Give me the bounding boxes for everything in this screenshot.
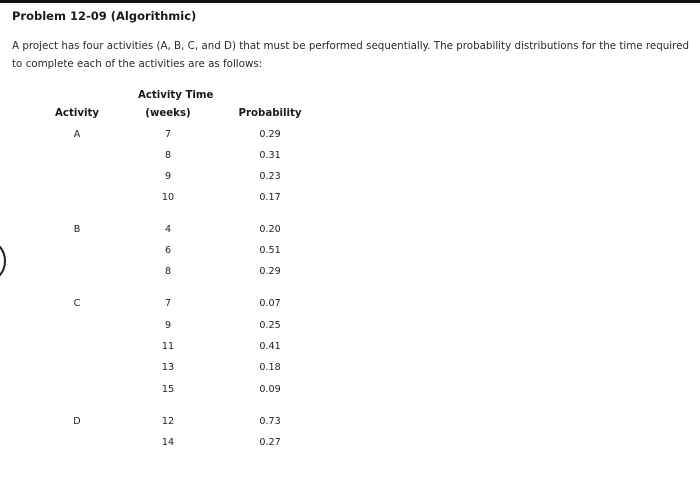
time-cell: 11 [161,341,175,352]
time-cell: 7 [164,298,172,309]
time-cell: 9 [164,171,172,182]
problem-title: Problem 12-09 (Algorithmic) [12,9,197,23]
activity-label-a: A [73,129,81,140]
top-border [0,0,700,3]
time-cell: 15 [161,384,175,395]
probability-cell: 0.41 [259,341,281,352]
header-weeks: (weeks) [145,108,191,119]
time-cell: 14 [161,437,175,448]
probability-cell: 0.73 [259,416,281,427]
intro-line-1: A project has four activities (A, B, C, and D) that must be performed sequentially. The probability distributions for the time required [12,40,690,52]
probability-cell: 0.23 [259,171,281,182]
time-cell: 13 [161,362,175,373]
probability-cell: 0.29 [259,266,281,277]
probability-cell: 0.07 [259,298,281,309]
activity-label-c: C [73,298,81,309]
probability-cell: 0.09 [259,384,281,395]
probability-cell: 0.51 [259,245,281,256]
probability-cell: 0.18 [259,362,281,373]
activity-label-b: B [73,224,81,235]
side-circle-button[interactable] [0,238,6,284]
activity-label-d: D [73,416,81,427]
time-cell: 8 [164,266,172,277]
time-cell: 10 [161,192,175,203]
time-cell: 4 [164,224,172,235]
time-cell: 8 [164,150,172,161]
probability-cell: 0.27 [259,437,281,448]
header-probability: Probability [238,108,302,119]
probability-cell: 0.17 [259,192,281,203]
time-cell: 9 [164,320,172,331]
probability-cell: 0.25 [259,320,281,331]
header-activity-time: Activity Time [138,90,214,101]
problem-intro [12,37,696,73]
time-cell: 6 [164,245,172,256]
probability-cell: 0.31 [259,150,281,161]
intro-line-2: to complete each of the activities are as follows: [12,58,263,70]
time-cell: 12 [161,416,175,427]
time-cell: 7 [164,129,172,140]
probability-cell: 0.29 [259,129,281,140]
header-activity: Activity [55,108,99,119]
probability-cell: 0.20 [259,224,281,235]
